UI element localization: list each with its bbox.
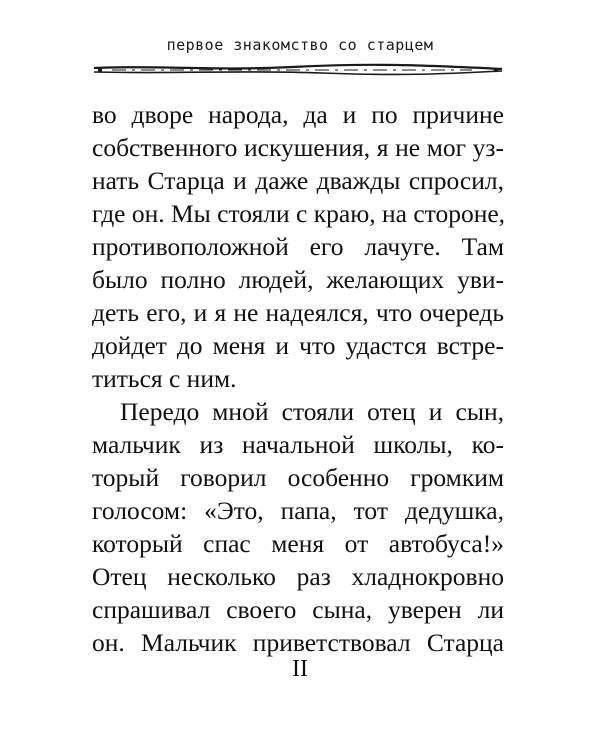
body-text <box>92 98 504 659</box>
text-line: во дворе народа, да и по причине <box>92 100 504 129</box>
text-line: который спас меня от автобуса!» <box>92 529 504 558</box>
text-line: титься с ним. <box>92 364 237 393</box>
text-line: где он. Мы стояли с краю, на стороне, <box>92 199 506 228</box>
text-line: мальчик из начальной школы, ко- <box>92 430 504 459</box>
running-head: первое знакомство со старцем <box>166 36 434 54</box>
text-line: Отец несколько раз хладнокровно <box>92 562 504 591</box>
text-line: спрашивал своего сына, уверен ли <box>92 595 504 624</box>
text-line: он. Мальчик приветствовал Старца <box>92 628 504 657</box>
page-number: II <box>292 656 308 682</box>
decorative-rule <box>92 62 504 78</box>
text-line: собственного искушения, я не мог уз- <box>92 133 504 162</box>
text-line: деть его, и я не надеялся, что очередь <box>92 298 504 327</box>
text-line: было полно людей, желающих уви- <box>92 265 504 294</box>
text-line: торый говорил особенно громким <box>92 463 504 492</box>
text-line: дойдет до меня и что удастся встре- <box>92 331 504 360</box>
text-line: Передо мной стояли отец и сын, <box>120 397 504 426</box>
text-line: нать Старца и даже дважды спросил, <box>92 166 504 195</box>
text-line: голосом: «Это, папа, тот дедушка, <box>92 496 504 525</box>
text-line: противоположной его лачуге. Там <box>92 232 504 261</box>
